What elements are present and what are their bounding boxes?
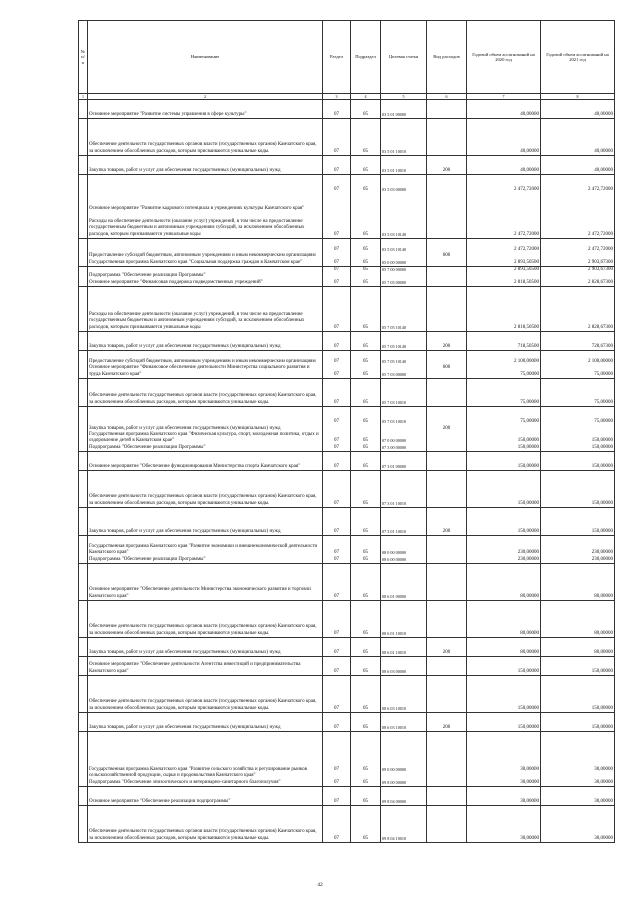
expense-type-cell: 200 — [427, 332, 467, 351]
table-row — [79, 100, 615, 119]
podrazdel-cell: 05 — [351, 100, 381, 119]
item-name: Закупка товаров, работ и услуг для обеспечения государственных (муниципальных) нужд — [88, 332, 323, 351]
expense-type-cell — [427, 471, 467, 508]
podrazdel-cell: 05 05 — [351, 267, 381, 287]
amount-2021: 75,00000 150,00000 150,00000 — [541, 407, 615, 452]
razdel-cell: 07 — [323, 287, 351, 332]
header-expense-type: Вид расходов — [427, 21, 467, 94]
razdel-cell: 07 — [323, 379, 351, 407]
colnum: 4 — [351, 94, 381, 100]
item-name: Основное мероприятие "Обеспечение деятельности Агентства инвестиций и предпринимательства Камчатского края" — [88, 657, 323, 676]
table-row — [79, 239, 615, 267]
num-cell — [79, 119, 88, 156]
table-row — [79, 156, 615, 175]
table-row — [79, 601, 615, 638]
podrazdel-cell: 05 — [351, 379, 381, 407]
target-article-cell: 09 0 00 00000 09 8 00 00000 — [381, 732, 427, 787]
amount-2020: 718,50500 — [467, 332, 541, 351]
podrazdel-cell: 05 05 — [351, 732, 381, 787]
amount-2020: 75,00000 — [467, 379, 541, 407]
amount-2021: 80,00000 — [541, 601, 615, 638]
num-cell — [79, 407, 88, 452]
amount-2021: 40,00000 — [541, 119, 615, 156]
amount-2020: 30,00000 30,00000 — [467, 732, 541, 787]
item-name: Государственная программа Камчатского края "Развитие сельского хозяйства и регулирование рынков сельскохозяйственной продукции, сырья и продовольствия Камчатского края" Подпрограмма "Обеспечение эпизоотического и ветеринарно-санитарного благополучия" — [88, 732, 323, 787]
podrazdel-cell: 05 — [351, 471, 381, 508]
expense-type-cell — [427, 806, 467, 843]
amount-2020: 40,00000 — [467, 119, 541, 156]
item-name: Основное мероприятие "Развитие системы управления в сфере культуры" — [88, 100, 323, 119]
table-row — [79, 732, 615, 787]
amount-2021: 75,00000 — [541, 379, 615, 407]
amount-2021: 2 903,67300 2 828,67300 — [541, 267, 615, 287]
table-row — [79, 471, 615, 508]
num-cell — [79, 713, 88, 732]
expense-type-cell — [427, 119, 467, 156]
expense-type-cell: 200 — [427, 407, 467, 452]
item-name: Предоставление субсидий бюджетным, автономным учреждениям и иным некоммерческим организациям Основное мероприятие "Финансовое обеспечение деятельности Министерства социального развития и труда Камчатского края" — [88, 351, 323, 379]
item-name: Основное мероприятие "Обеспечение реализации подпрограммы" — [88, 787, 323, 806]
razdel-cell: 07 07 07 — [323, 407, 351, 452]
amount-2021: 150,00000 — [541, 657, 615, 676]
item-name: Обеспечение деятельности государственных органов власти (государственных органов) Камчатского края, за исключением обособленных расходов, которым присваиваются уникальные коды. — [88, 806, 323, 843]
table-row — [79, 787, 615, 806]
target-article-cell: 08 6 01 10010 — [381, 638, 427, 657]
target-article-cell: 05 7 05 10140 05 7 03 00000 — [381, 351, 427, 379]
expense-type-cell — [427, 536, 467, 564]
razdel-cell: 07 — [323, 100, 351, 119]
table-row — [79, 175, 615, 239]
item-name: Расходы на обеспечение деятельности (оказание услуг) учреждений, в том числе на предоставление государственным бюджетным и автономным учреждениям субсидий, за исключением обособленных расходов, которым присваиваются уникальные коды — [88, 287, 323, 332]
num-cell — [79, 676, 88, 713]
target-article-cell: 07 3 01 00000 — [381, 452, 427, 471]
amount-2021: 30,00000 — [541, 806, 615, 843]
num-cell — [79, 267, 88, 287]
item-name: Подпрограмма "Обеспечение реализации Программы" Основное мероприятие "Финансовая поддержка подведомственных учреждений" — [88, 267, 323, 287]
item-name: Обеспечение деятельности государственных органов власти (государственных органов) Камчатского края, за исключением обособленных расходов, которым присваиваются уникальные коды. — [88, 119, 323, 156]
razdel-cell: 07 07 — [323, 239, 351, 267]
amount-2020: 30,00000 — [467, 806, 541, 843]
amount-2020: 2 100,00000 75,00000 — [467, 351, 541, 379]
table-row — [79, 267, 615, 287]
target-article-cell: 07 3 01 10010 — [381, 471, 427, 508]
podrazdel-cell: 05 — [351, 287, 381, 332]
expense-type-cell — [427, 676, 467, 713]
item-name: Обеспечение деятельности государственных органов власти (государственных органов) Камчатского края, за исключением обособленных расходов, которым присваиваются уникальные коды. — [88, 379, 323, 407]
expense-type-cell: 200 — [427, 713, 467, 732]
target-article-cell: 05 7 03 10010 — [381, 379, 427, 407]
razdel-cell: 07 — [323, 657, 351, 676]
amount-2021: 150,00000 — [541, 676, 615, 713]
razdel-cell: 07 07 — [323, 351, 351, 379]
razdel-cell: 07 — [323, 508, 351, 536]
target-article-cell: 08 6 03 00000 — [381, 657, 427, 676]
target-article-cell: 03 5 01 00000 — [381, 100, 427, 119]
item-name: Закупка товаров, работ и услуг для обеспечения государственных (муниципальных) нужд — [88, 508, 323, 536]
header-razdel: Раздел — [323, 21, 351, 94]
table-row — [79, 638, 615, 657]
page-number: 42 — [317, 882, 323, 888]
target-article-cell: 08 6 01 10010 — [381, 601, 427, 638]
target-article-cell: 05 7 03 10010 07 0 00 00000 07 3 00 00000 — [381, 407, 427, 452]
podrazdel-cell: 05 — [351, 713, 381, 732]
item-name: Основное мероприятие "Развитие кадрового потенциала в учреждениях культуры Камчатского края" Расходы на обеспечение деятельности (оказание услуг) учреждений, в том числе на предоставление государственным бюджетным и автономным учреждениям субсидий, за исключением обособленных расходов, которым присваиваются уникальные коды — [88, 175, 323, 239]
podrazdel-cell: 05 — [351, 638, 381, 657]
amount-2021: 728,67300 — [541, 332, 615, 351]
item-name: Основное мероприятие "Обеспечение деятельности Министерства экономического развития и торговли Камчатского края" — [88, 564, 323, 601]
header-num: № п/п — [79, 21, 88, 94]
item-name: Закупка товаров, работ и услуг для обеспечения государственных (муниципальных) нужд Государственная программа Камчатского края "Физическая культура, спорт, молодежная политика, отдых и оздоровление детей в Камчатском крае" Подпрограмма "Обеспечение реализации Программы" — [88, 407, 323, 452]
expense-type-cell: 600 — [427, 351, 467, 379]
podrazdel-cell: 05 — [351, 806, 381, 843]
num-cell — [79, 787, 88, 806]
expense-type-cell — [427, 732, 467, 787]
razdel-cell: 07 — [323, 676, 351, 713]
table-row — [79, 536, 615, 564]
amount-2021: 150,00000 — [541, 713, 615, 732]
item-name: Государственная программа Камчатского края "Развитие экономики и внешнеэкономической деятельности Камчатского края" Подпрограмма "Обеспечение реализации Программы" — [88, 536, 323, 564]
podrazdel-cell: 05 — [351, 787, 381, 806]
amount-2020: 150,00000 — [467, 713, 541, 732]
amount-2020: 80,00000 — [467, 638, 541, 657]
amount-2021: 80,00000 — [541, 564, 615, 601]
table-row — [79, 351, 615, 379]
expense-type-cell — [427, 787, 467, 806]
expense-type-cell — [427, 601, 467, 638]
expense-type-cell — [427, 379, 467, 407]
table-header — [79, 21, 615, 100]
num-cell — [79, 471, 88, 508]
podrazdel-cell: 05 — [351, 564, 381, 601]
expense-type-cell: 200 — [427, 508, 467, 536]
target-article-cell: 05 7 05 10140 — [381, 332, 427, 351]
num-cell — [79, 806, 88, 843]
amount-2021: 80,00000 — [541, 638, 615, 657]
target-article-cell: 08 6 01 00000 — [381, 564, 427, 601]
colnum: 7 — [467, 94, 541, 100]
razdel-cell: 07 — [323, 601, 351, 638]
item-name: Обеспечение деятельности государственных органов власти (государственных органов) Камчатского края, за исключением обособленных расходов, которым присваиваются уникальные коды. — [88, 601, 323, 638]
table-row — [79, 452, 615, 471]
num-cell — [79, 564, 88, 601]
amount-2020: 75,00000 150,00000 150,00000 — [467, 407, 541, 452]
table-row — [79, 657, 615, 676]
amount-2020: 150,00000 — [467, 471, 541, 508]
expense-type-cell — [427, 100, 467, 119]
podrazdel-cell: 05 05 — [351, 175, 381, 239]
num-cell — [79, 732, 88, 787]
amount-2021: 150,00000 — [541, 471, 615, 508]
colnum: 6 — [427, 94, 467, 100]
num-cell — [79, 100, 88, 119]
item-name: Обеспечение деятельности государственных органов власти (государственных органов) Камчатского края, за исключением обособленных расходов, которым присваиваются уникальные коды. — [88, 471, 323, 508]
num-cell — [79, 287, 88, 332]
amount-2021: 2 100,00000 75,00000 — [541, 351, 615, 379]
amount-2021: 30,00000 30,00000 — [541, 732, 615, 787]
target-article-cell: 08 6 03 10010 — [381, 676, 427, 713]
item-name: Закупка товаров, работ и услуг для обеспечения государственных (муниципальных) нужд — [88, 713, 323, 732]
razdel-cell: 07 07 — [323, 175, 351, 239]
num-cell — [79, 657, 88, 676]
amount-2020: 150,00000 — [467, 452, 541, 471]
podrazdel-cell: 05 — [351, 452, 381, 471]
target-article-cell: 09 8 04 00000 — [381, 787, 427, 806]
num-cell — [79, 601, 88, 638]
podrazdel-cell: 05 — [351, 119, 381, 156]
table-row — [79, 332, 615, 351]
amount-2020: 2 472,72000 2 472,72000 — [467, 175, 541, 239]
expense-type-cell: 200 — [427, 638, 467, 657]
podrazdel-cell: 05 05 — [351, 536, 381, 564]
table-row — [79, 806, 615, 843]
razdel-cell: 07 — [323, 787, 351, 806]
num-cell — [79, 351, 88, 379]
expense-type-cell — [427, 175, 467, 239]
amount-2020: 40,00000 — [467, 100, 541, 119]
table-row — [79, 119, 615, 156]
expense-type-cell — [427, 287, 467, 332]
target-article-cell: 08 0 00 00000 08 6 00 00000 — [381, 536, 427, 564]
num-cell — [79, 156, 88, 175]
target-article-cell: 03 5 01 10010 — [381, 119, 427, 156]
amount-2021: 150,00000 — [541, 508, 615, 536]
item-name: Закупка товаров, работ и услуг для обеспечения государственных (муниципальных) нужд — [88, 156, 323, 175]
razdel-cell: 07 — [323, 452, 351, 471]
expense-type-cell — [427, 564, 467, 601]
num-cell — [79, 379, 88, 407]
amount-2020: 150,00000 — [467, 508, 541, 536]
num-cell — [79, 536, 88, 564]
header-podrazdel: Подраздел — [351, 21, 381, 94]
razdel-cell: 07 — [323, 332, 351, 351]
amount-2020: 80,00000 — [467, 564, 541, 601]
podrazdel-cell: 05 — [351, 601, 381, 638]
num-cell — [79, 638, 88, 657]
razdel-cell: 07 — [323, 638, 351, 657]
num-cell — [79, 175, 88, 239]
expense-type-cell — [427, 267, 467, 287]
item-name: Предоставление субсидий бюджетным, автономным учреждениям и иным некоммерческим организациям Государственная программа Камчатского края "Социальная поддержка граждан в Камчатском крае" — [88, 239, 323, 267]
podrazdel-cell: 05 05 — [351, 351, 381, 379]
amount-2021: 230,00000 230,00000 — [541, 536, 615, 564]
podrazdel-cell: 05 — [351, 508, 381, 536]
target-article-cell: 03 5 03 00000 03 5 03 10140 — [381, 175, 427, 239]
item-name: Закупка товаров, работ и услуг для обеспечения государственных (муниципальных) нужд — [88, 638, 323, 657]
amount-2020: 2 893,50500 2 818,50500 — [467, 267, 541, 287]
amount-2020: 80,00000 — [467, 601, 541, 638]
podrazdel-cell: 05 — [351, 156, 381, 175]
razdel-cell: 07 07 — [323, 536, 351, 564]
amount-2021: 30,00000 — [541, 787, 615, 806]
num-cell — [79, 508, 88, 536]
podrazdel-cell: 05 05 — [351, 239, 381, 267]
num-cell — [79, 332, 88, 351]
razdel-cell: 07 — [323, 806, 351, 843]
table-row — [79, 379, 615, 407]
header-2020: Годовой объем ассигнований на 2020 год — [467, 21, 541, 94]
num-cell — [79, 239, 88, 267]
razdel-cell: 07 — [323, 713, 351, 732]
header-name: Наименование — [88, 21, 323, 94]
colnum: 2 — [88, 94, 323, 100]
expense-type-cell — [427, 657, 467, 676]
podrazdel-cell: 05 — [351, 332, 381, 351]
table-row — [79, 564, 615, 601]
razdel-cell: 07 07 — [323, 267, 351, 287]
target-article-cell: 07 3 01 10010 — [381, 508, 427, 536]
razdel-cell: 07 — [323, 156, 351, 175]
podrazdel-cell: 05 05 05 — [351, 407, 381, 452]
amount-2021: 2 828,67300 — [541, 287, 615, 332]
expense-type-cell — [427, 452, 467, 471]
item-name: Обеспечение деятельности государственных органов власти (государственных органов) Камчатского края, за исключением обособленных расходов, которым присваиваются уникальные коды. — [88, 676, 323, 713]
table-row — [79, 508, 615, 536]
num-cell — [79, 452, 88, 471]
target-article-cell: 08 6 03 10010 — [381, 713, 427, 732]
amount-2020: 30,00000 — [467, 787, 541, 806]
amount-2021: 40,00000 — [541, 100, 615, 119]
razdel-cell: 07 — [323, 119, 351, 156]
table-body — [79, 100, 615, 843]
item-name: Основное мероприятие "Обеспечение функционирования Министерства спорта Камчатского края" — [88, 452, 323, 471]
podrazdel-cell: 05 — [351, 676, 381, 713]
table-row — [79, 676, 615, 713]
expense-type-cell: 600 — [427, 239, 467, 267]
header-target-article: Целевая статья — [381, 21, 427, 94]
razdel-cell: 07 07 — [323, 732, 351, 787]
budget-table — [78, 20, 615, 843]
razdel-cell: 07 — [323, 471, 351, 508]
target-article-cell: 05 7 05 10140 — [381, 287, 427, 332]
target-article-cell: 03 5 01 10010 — [381, 156, 427, 175]
header-2021: Годовой объем ассигнований на 2021 год — [541, 21, 615, 94]
amount-2020: 40,00000 — [467, 156, 541, 175]
amount-2021: 150,00000 — [541, 452, 615, 471]
amount-2020: 2 818,50500 — [467, 287, 541, 332]
table-row — [79, 407, 615, 452]
target-article-cell: 05 7 00 00000 05 7 05 00000 — [381, 267, 427, 287]
amount-2021: 2 472,72000 2 472,72000 — [541, 175, 615, 239]
colnum: 5 — [381, 94, 427, 100]
podrazdel-cell: 05 — [351, 657, 381, 676]
amount-2020: 150,00000 — [467, 676, 541, 713]
amount-2021: 2 472,72000 2 903,67300 — [541, 239, 615, 267]
colnum: 8 — [541, 94, 615, 100]
target-article-cell: 09 8 04 10010 — [381, 806, 427, 843]
table-row — [79, 287, 615, 332]
expense-type-cell: 200 — [427, 156, 467, 175]
amount-2021: 40,00000 — [541, 156, 615, 175]
razdel-cell: 07 — [323, 564, 351, 601]
amount-2020: 2 472,72000 2 893,50500 — [467, 239, 541, 267]
table-row — [79, 713, 615, 732]
colnum: 3 — [323, 94, 351, 100]
amount-2020: 230,00000 230,00000 — [467, 536, 541, 564]
target-article-cell: 03 5 03 10140 05 0 00 00000 — [381, 239, 427, 267]
colnum: 1 — [79, 94, 88, 100]
amount-2020: 150,00000 — [467, 657, 541, 676]
